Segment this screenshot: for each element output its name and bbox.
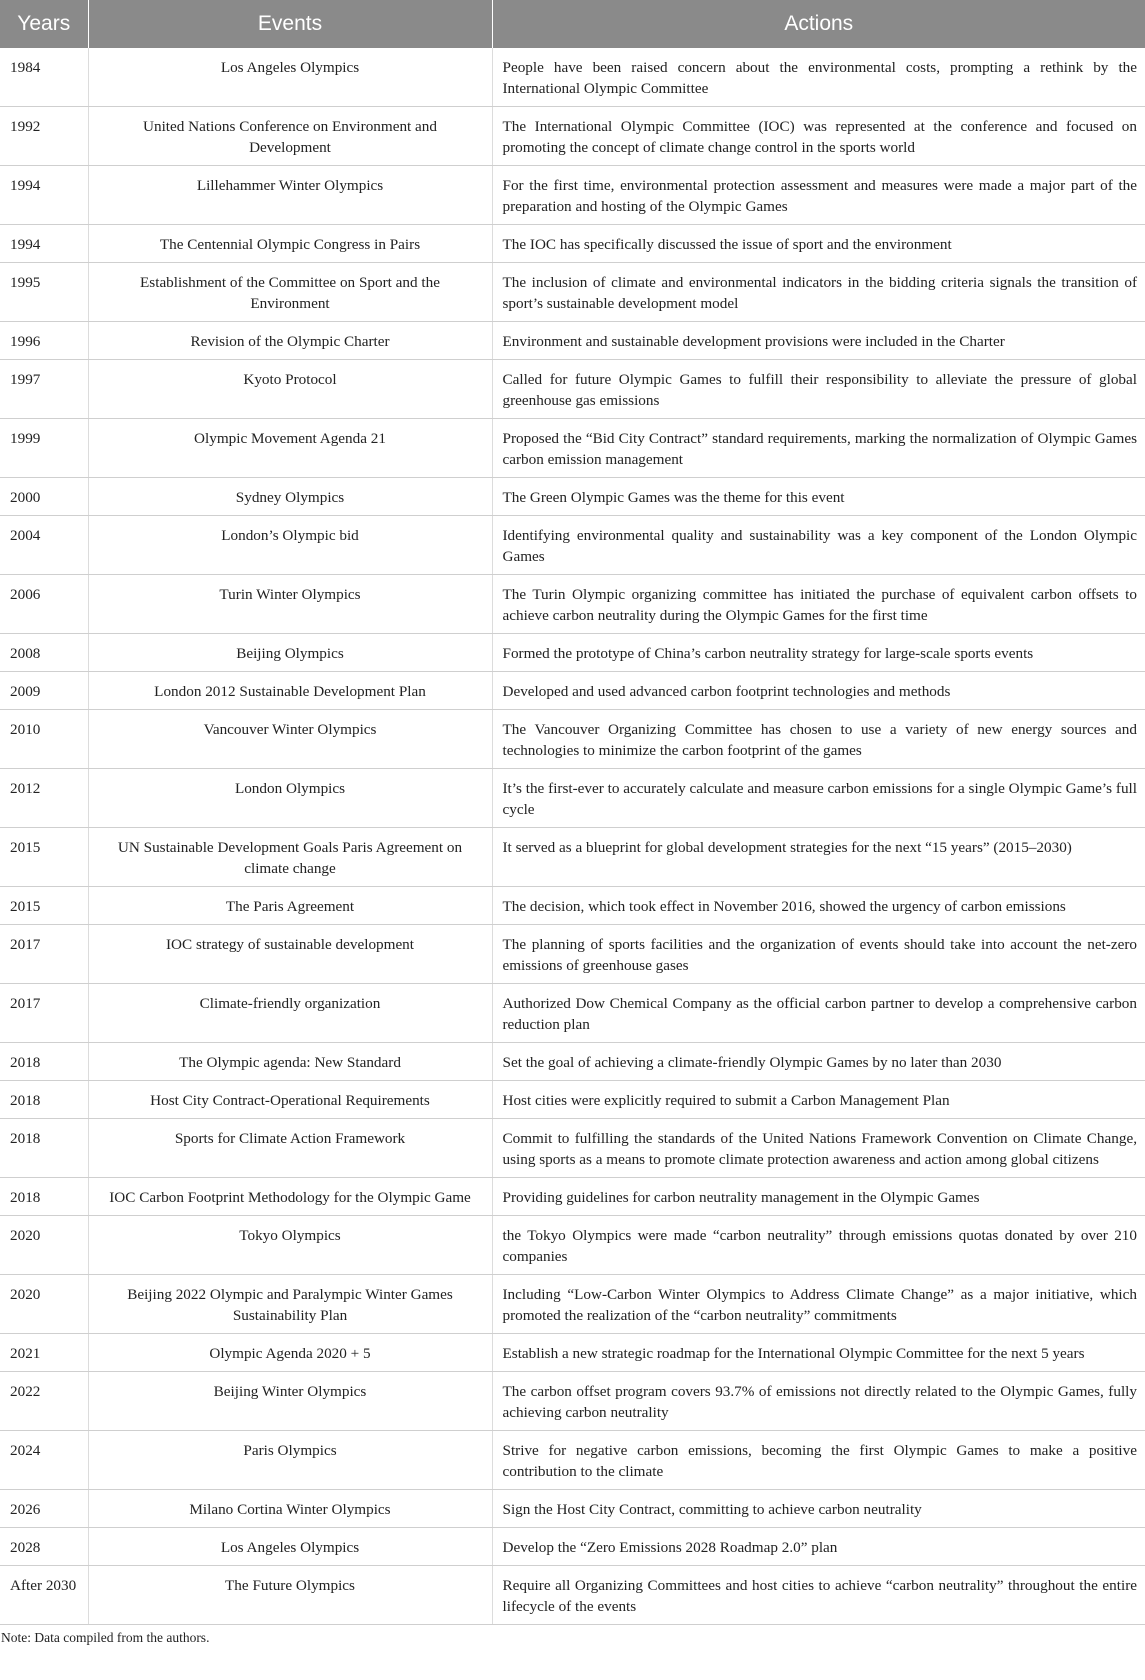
header-years: Years (0, 0, 88, 48)
year-cell: After 2030 (0, 1566, 88, 1625)
table-row (0, 1334, 1145, 1372)
year-cell: 2026 (0, 1490, 88, 1528)
year-cell: 2008 (0, 634, 88, 672)
action-cell: Proposed the “Bid City Contract” standard requirements, marking the normalization of Olympic Games carbon emission management (492, 419, 1145, 478)
year-cell: 2015 (0, 828, 88, 887)
event-cell: Climate-friendly organization (88, 984, 492, 1043)
table-row (0, 478, 1145, 516)
year-cell: 1996 (0, 322, 88, 360)
table-row (0, 48, 1145, 107)
year-cell: 2017 (0, 925, 88, 984)
table-row (0, 984, 1145, 1043)
year-cell: 1994 (0, 225, 88, 263)
year-cell: 2020 (0, 1216, 88, 1275)
table-row (0, 1431, 1145, 1490)
event-cell: UN Sustainable Development Goals Paris Agreement on climate change (88, 828, 492, 887)
year-cell: 2015 (0, 887, 88, 925)
year-cell: 1992 (0, 107, 88, 166)
action-cell: Commit to fulfilling the standards of the United Nations Framework Convention on Climate Change, using sports as a means to promote climate protection awareness and action among global citizens (492, 1119, 1145, 1178)
year-cell: 1984 (0, 48, 88, 107)
year-cell: 2009 (0, 672, 88, 710)
table-row (0, 1043, 1145, 1081)
action-cell: For the first time, environmental protection assessment and measures were made a major part of the preparation and hosting of the Olympic Games (492, 166, 1145, 225)
table-row (0, 925, 1145, 984)
year-cell: 2000 (0, 478, 88, 516)
table-row (0, 516, 1145, 575)
year-cell: 2010 (0, 710, 88, 769)
event-cell: Los Angeles Olympics (88, 1528, 492, 1566)
event-cell: Host City Contract-Operational Requirements (88, 1081, 492, 1119)
action-cell: Developed and used advanced carbon footprint technologies and methods (492, 672, 1145, 710)
action-cell: The decision, which took effect in November 2016, showed the urgency of carbon emissions (492, 887, 1145, 925)
action-cell: It’s the first-ever to accurately calculate and measure carbon emissions for a single Olympic Game’s full cycle (492, 769, 1145, 828)
year-cell: 1997 (0, 360, 88, 419)
event-cell: Olympic Agenda 2020 + 5 (88, 1334, 492, 1372)
header-actions: Actions (492, 0, 1145, 48)
action-cell: Formed the prototype of China’s carbon neutrality strategy for large-scale sports events (492, 634, 1145, 672)
table-row (0, 769, 1145, 828)
table-row (0, 710, 1145, 769)
year-cell: 2018 (0, 1119, 88, 1178)
year-cell: 2024 (0, 1431, 88, 1490)
table-row (0, 1490, 1145, 1528)
action-cell: Including “Low-Carbon Winter Olympics to Address Climate Change” as a major initiative, which promoted the realization of the “carbon neutrality” commitments (492, 1275, 1145, 1334)
action-cell: Sign the Host City Contract, committing to achieve carbon neutrality (492, 1490, 1145, 1528)
action-cell: Strive for negative carbon emissions, becoming the first Olympic Games to make a positive contribution to the climate (492, 1431, 1145, 1490)
event-cell: Olympic Movement Agenda 21 (88, 419, 492, 478)
table-row (0, 672, 1145, 710)
year-cell: 2012 (0, 769, 88, 828)
event-cell: United Nations Conference on Environment and Development (88, 107, 492, 166)
table-row (0, 1372, 1145, 1431)
action-cell: Authorized Dow Chemical Company as the official carbon partner to develop a comprehensive carbon reduction plan (492, 984, 1145, 1043)
table-row (0, 322, 1145, 360)
action-cell: The Vancouver Organizing Committee has chosen to use a variety of new energy sources and technologies to minimize the carbon footprint of the games (492, 710, 1145, 769)
table-row (0, 575, 1145, 634)
action-cell: The carbon offset program covers 93.7% of emissions not directly related to the Olympic Games, fully achieving carbon neutrality (492, 1372, 1145, 1431)
action-cell: The IOC has specifically discussed the issue of sport and the environment (492, 225, 1145, 263)
event-cell: Revision of the Olympic Charter (88, 322, 492, 360)
event-cell: Sports for Climate Action Framework (88, 1119, 492, 1178)
year-cell: 2021 (0, 1334, 88, 1372)
table-row (0, 1216, 1145, 1275)
table-row (0, 1119, 1145, 1178)
year-cell: 2018 (0, 1081, 88, 1119)
event-cell: Turin Winter Olympics (88, 575, 492, 634)
action-cell: Establish a new strategic roadmap for the International Olympic Committee for the next 5 years (492, 1334, 1145, 1372)
table-row (0, 360, 1145, 419)
event-cell: Sydney Olympics (88, 478, 492, 516)
table-row (0, 1275, 1145, 1334)
action-cell: Host cities were explicitly required to submit a Carbon Management Plan (492, 1081, 1145, 1119)
table-row (0, 107, 1145, 166)
action-cell: People have been raised concern about the environmental costs, prompting a rethink by the International Olympic Committee (492, 48, 1145, 107)
event-cell: The Olympic agenda: New Standard (88, 1043, 492, 1081)
action-cell: It served as a blueprint for global development strategies for the next “15 years” (2015–2030) (492, 828, 1145, 887)
action-cell: The Turin Olympic organizing committee has initiated the purchase of equivalent carbon offsets to achieve carbon neutrality during the Olympic Games for the first time (492, 575, 1145, 634)
year-cell: 2018 (0, 1178, 88, 1216)
event-cell: IOC Carbon Footprint Methodology for the Olympic Game (88, 1178, 492, 1216)
event-cell: Establishment of the Committee on Sport and the Environment (88, 263, 492, 322)
year-cell: 1995 (0, 263, 88, 322)
event-cell: London Olympics (88, 769, 492, 828)
table-row (0, 1178, 1145, 1216)
table-row (0, 225, 1145, 263)
event-cell: The Paris Agreement (88, 887, 492, 925)
event-cell: Vancouver Winter Olympics (88, 710, 492, 769)
table-row (0, 1528, 1145, 1566)
table-row (0, 634, 1145, 672)
event-cell: Beijing Olympics (88, 634, 492, 672)
event-cell: The Future Olympics (88, 1566, 492, 1625)
event-cell: Beijing Winter Olympics (88, 1372, 492, 1431)
event-cell: Milano Cortina Winter Olympics (88, 1490, 492, 1528)
action-cell: The planning of sports facilities and the organization of events should take into account the net-zero emissions of greenhouse gases (492, 925, 1145, 984)
action-cell: Require all Organizing Committees and host cities to achieve “carbon neutrality” throughout the entire lifecycle of the events (492, 1566, 1145, 1625)
year-cell: 2006 (0, 575, 88, 634)
table-row (0, 166, 1145, 225)
year-cell: 2022 (0, 1372, 88, 1431)
year-cell: 2028 (0, 1528, 88, 1566)
table-row (0, 887, 1145, 925)
table-body (0, 48, 1145, 1625)
year-cell: 1999 (0, 419, 88, 478)
action-cell: Providing guidelines for carbon neutrality management in the Olympic Games (492, 1178, 1145, 1216)
event-cell: Los Angeles Olympics (88, 48, 492, 107)
event-cell: IOC strategy of sustainable development (88, 925, 492, 984)
year-cell: 2017 (0, 984, 88, 1043)
table-row (0, 828, 1145, 887)
event-cell: Lillehammer Winter Olympics (88, 166, 492, 225)
action-cell: Environment and sustainable development provisions were included in the Charter (492, 322, 1145, 360)
table-header (0, 0, 1145, 48)
action-cell: Set the goal of achieving a climate-friendly Olympic Games by no later than 2030 (492, 1043, 1145, 1081)
event-cell: Beijing 2022 Olympic and Paralympic Winter Games Sustainability Plan (88, 1275, 492, 1334)
event-cell: Tokyo Olympics (88, 1216, 492, 1275)
header-row (0, 0, 1145, 48)
action-cell: the Tokyo Olympics were made “carbon neutrality” through emissions quotas donated by over 210 companies (492, 1216, 1145, 1275)
action-cell: The International Olympic Committee (IOC) was represented at the conference and focused on promoting the concept of climate change control in the sports world (492, 107, 1145, 166)
year-cell: 2004 (0, 516, 88, 575)
action-cell: The Green Olympic Games was the theme for this event (492, 478, 1145, 516)
header-events: Events (88, 0, 492, 48)
event-cell: Kyoto Protocol (88, 360, 492, 419)
event-cell: Paris Olympics (88, 1431, 492, 1490)
table-row (0, 263, 1145, 322)
action-cell: Called for future Olympic Games to fulfill their responsibility to alleviate the pressure of global greenhouse gas emissions (492, 360, 1145, 419)
table-note: Note: Data compiled from the authors. (1, 1630, 210, 1645)
table-row (0, 419, 1145, 478)
year-cell: 1994 (0, 166, 88, 225)
table-row (0, 1566, 1145, 1625)
action-cell: Identifying environmental quality and sustainability was a key component of the London Olympic Games (492, 516, 1145, 575)
year-cell: 2020 (0, 1275, 88, 1334)
event-cell: The Centennial Olympic Congress in Pairs (88, 225, 492, 263)
year-cell: 2018 (0, 1043, 88, 1081)
event-cell: London’s Olympic bid (88, 516, 492, 575)
table-row (0, 1081, 1145, 1119)
action-cell: Develop the “Zero Emissions 2028 Roadmap 2.0” plan (492, 1528, 1145, 1566)
action-cell: The inclusion of climate and environmental indicators in the bidding criteria signals the transition of sport’s sustainable development model (492, 263, 1145, 322)
event-cell: London 2012 Sustainable Development Plan (88, 672, 492, 710)
